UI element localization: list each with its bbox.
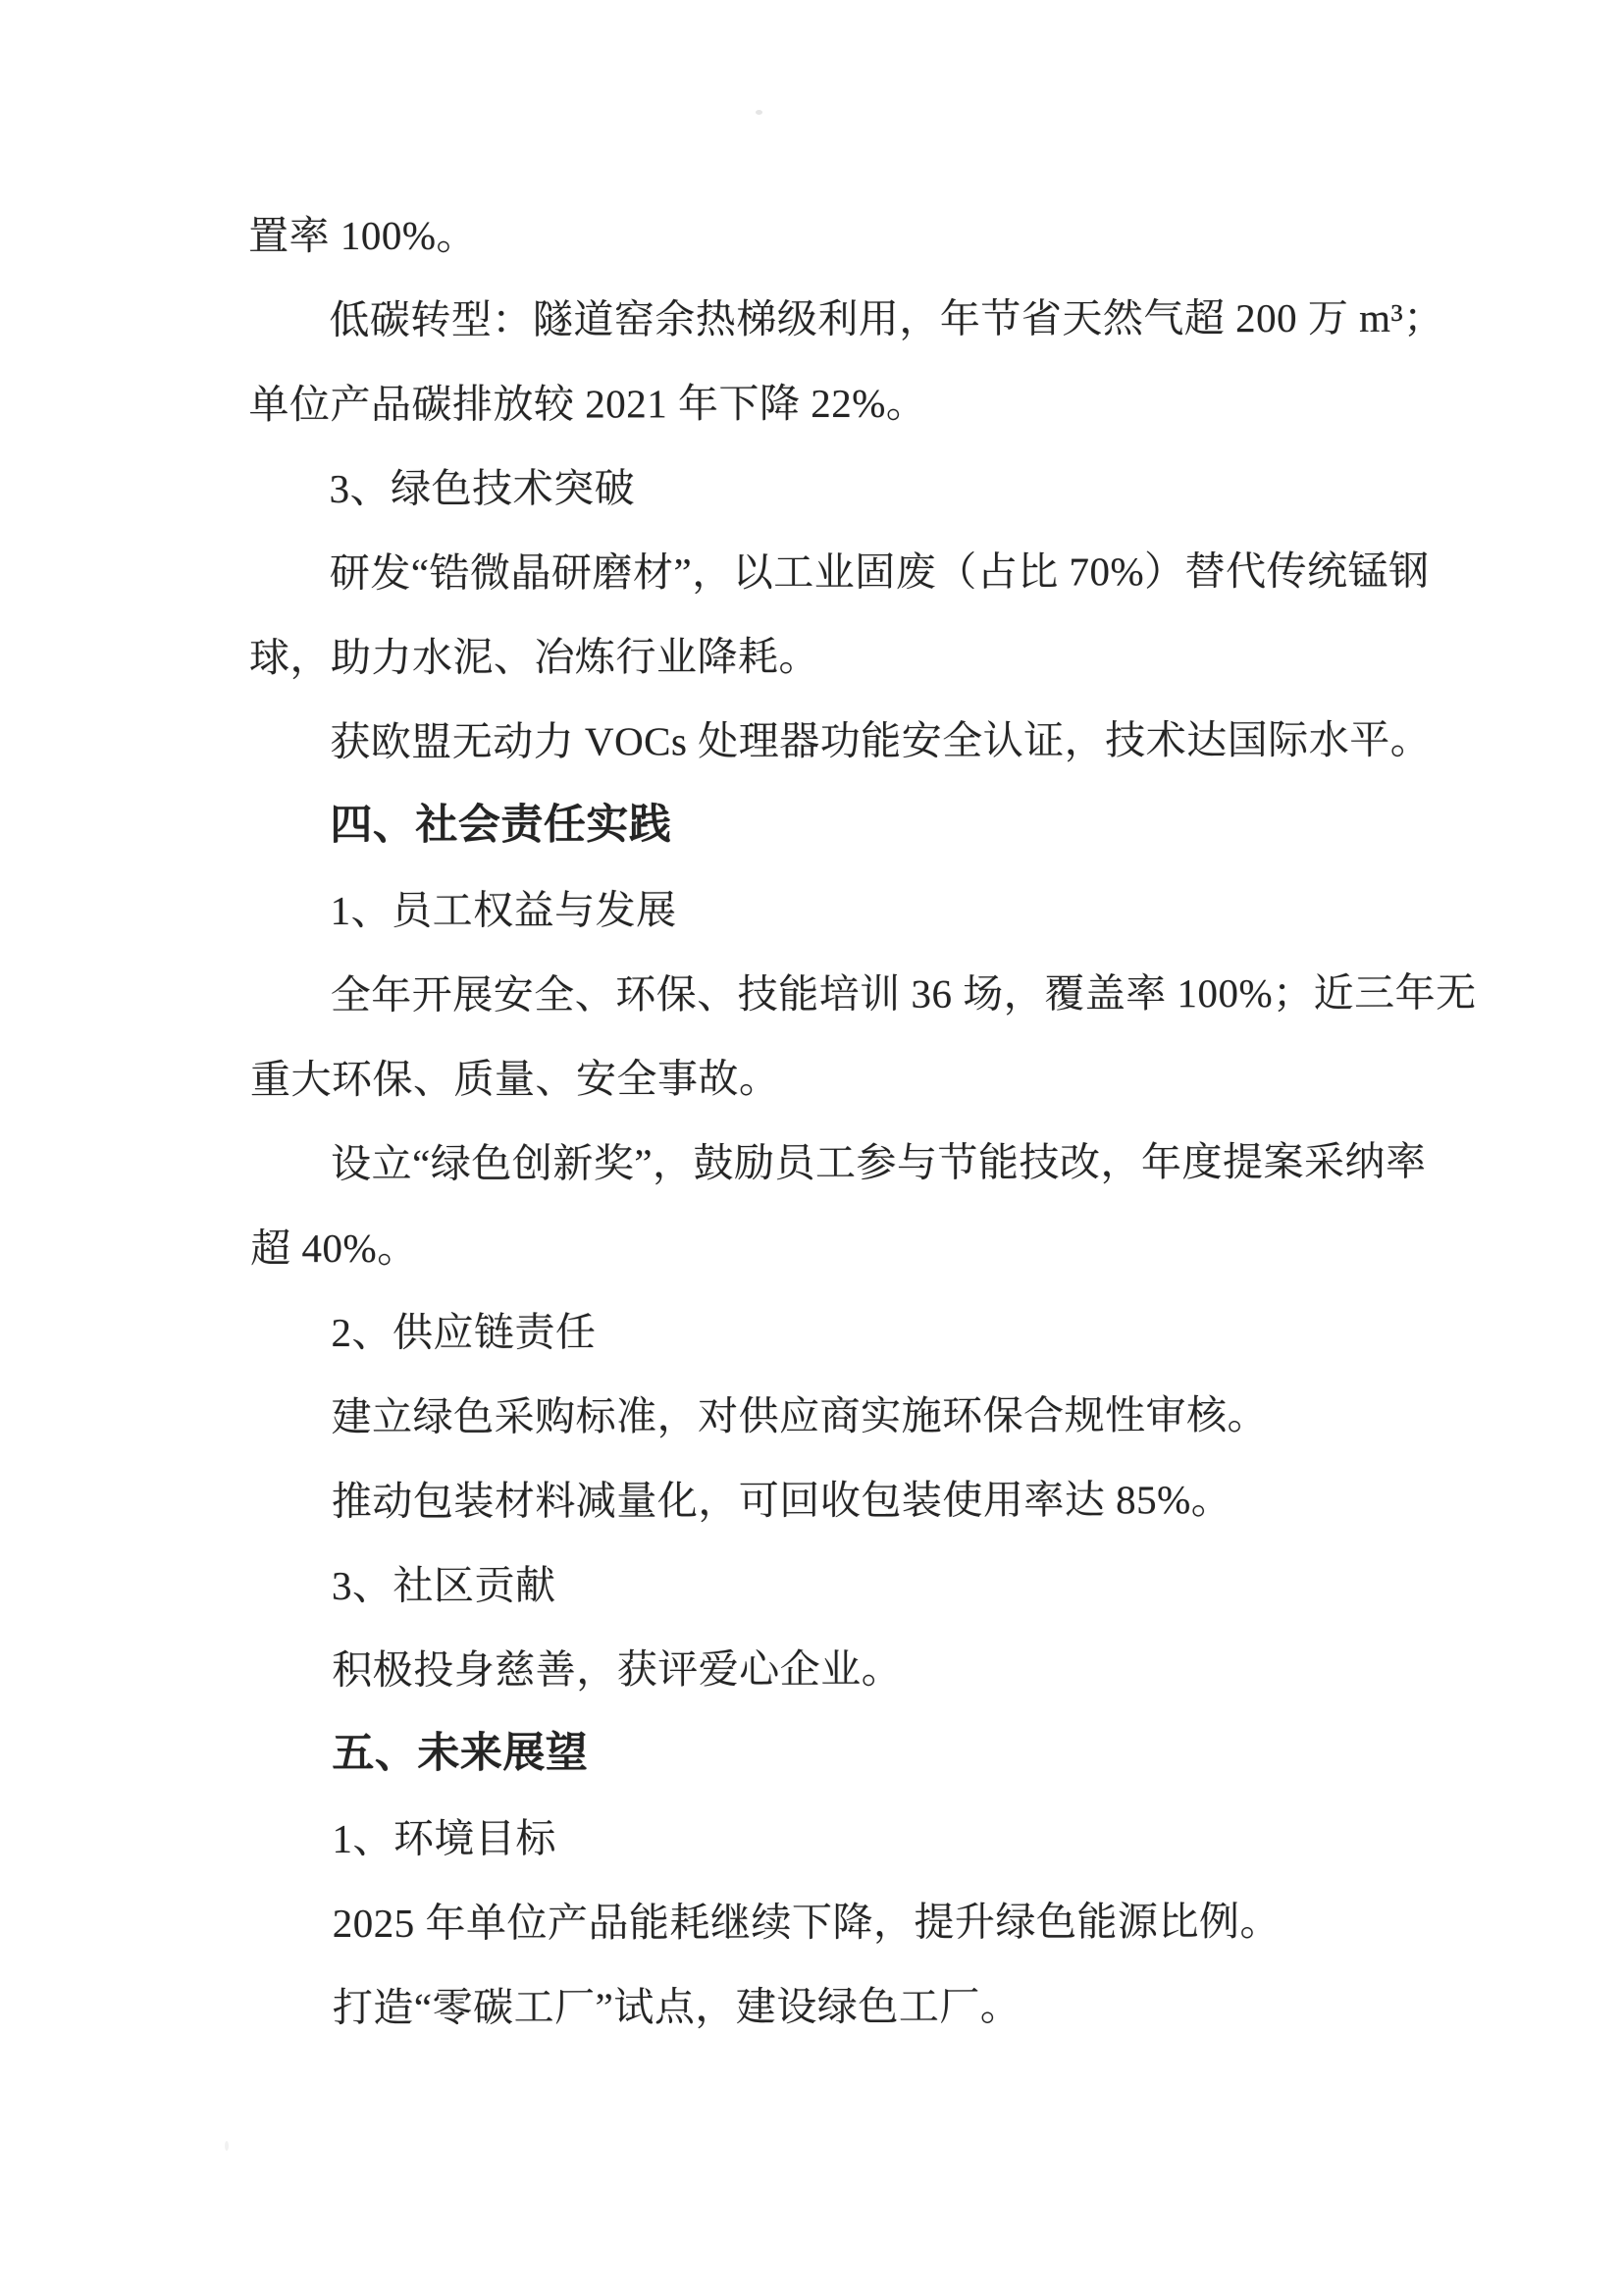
- scan-artifact: [225, 2141, 229, 2151]
- text-line: 全年开展安全、环保、技能培训 36 场，覆盖率 100%；近三年无: [330, 969, 1477, 1018]
- section-heading: 四、社会责任实践: [330, 802, 672, 850]
- text-line: 3、社区贡献: [331, 1562, 556, 1609]
- text-line: 设立“绿色创新奖”，鼓励员工参与节能技改，年度提案采纳率: [331, 1138, 1427, 1187]
- text-line: 单位产品碳排放较 2021 年下降 22%。: [248, 380, 927, 428]
- text-line: 3、绿色技术突破: [329, 465, 636, 512]
- text-line: 球，助力水泥、冶炼行业降耗。: [248, 633, 820, 681]
- page-content: [248, 191, 1477, 2050]
- text-line: 研发“锆微晶研磨材”，以工业固废（占比 70%）替代传统锰钢: [329, 548, 1430, 597]
- text-line: 超 40%。: [250, 1225, 418, 1272]
- text-line: 推动包装材料减量化，可回收包装使用率达 85%。: [331, 1477, 1232, 1525]
- text-line: 重大环保、质量、安全事故。: [249, 1056, 780, 1103]
- section-heading: 五、未来展望: [332, 1730, 589, 1778]
- text-line: 1、环境目标: [332, 1815, 557, 1862]
- text-line: 2025 年单位产品能耗继续下降，提升绿色能源比例。: [332, 1899, 1282, 1947]
- text-line: 获欧盟无动力 VOCs 处理器功能安全认证，技术达国际水平。: [330, 716, 1432, 765]
- text-line: 低碳转型：隧道窑余热梯级利用，年节省天然气超 200 万 m³；: [329, 294, 1444, 343]
- scan-artifact: [756, 110, 762, 115]
- text-line: 建立绿色采购标准，对供应商实施环保合规性审核。: [331, 1392, 1269, 1440]
- text-line: 积极投身慈善，获评爱心企业。: [332, 1645, 903, 1694]
- text-line: 1、员工权益与发展: [330, 887, 677, 934]
- text-line: 2、供应链责任: [331, 1309, 597, 1356]
- text-line: 置率 100%。: [248, 212, 478, 259]
- text-line: 打造“零碳工厂”试点，建设绿色工厂。: [332, 1983, 1021, 2031]
